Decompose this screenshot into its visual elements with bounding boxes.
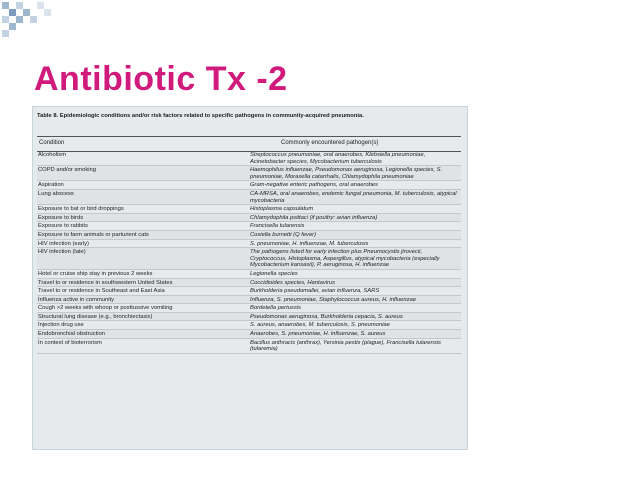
condition-cell: Travel to or residence in Southeast and East Asia: [38, 288, 165, 295]
pathogens-cell: S. aureus, anaerobes, M. tuberculosis, S. pneumoniae: [250, 322, 390, 329]
condition-cell: Endobronchial obstruction: [38, 331, 106, 338]
condition-cell: Injection drug use: [38, 322, 84, 329]
pathogens-cell: Francisella tularensis: [250, 223, 305, 230]
pathogens-cell: The pathogens listed for early infection plus Pneumocystis jirovecii, Cryptococcus, Histoplasma, Aspergillus, atypical mycobacteria (especially Mycobacterium kansasii), P. aeruginosa, H. influenzae: [250, 249, 440, 269]
pathogens-cell: Chlamydophila psittaci (if poultry: avian influenza): [250, 214, 378, 221]
table-header: [37, 136, 461, 152]
table-row: [37, 181, 461, 190]
condition-cell: Travel to or residence in southwestern United States: [38, 279, 173, 286]
table-row: [37, 330, 461, 339]
condition-cell: Structural lung disease (e.g., bronchiectasis): [38, 313, 153, 320]
pathogens-cell: Bacillus anthracis (anthrax), Yersinia pestis (plague), Francisella tularensis (tularemia): [250, 339, 441, 353]
table-row: [37, 151, 461, 166]
condition-cell: Cough >2 weeks with whoop or posttussive vomiting: [38, 305, 173, 312]
condition-cell: Exposure to birds: [38, 214, 84, 221]
pathogens-cell: Coxiella burnetti (Q fever): [250, 231, 317, 238]
pathogens-cell: Streptococcus pneumoniae, oral anaerobes, Klebsiella pneumoniae, Acinetobacter species, Mycobacterium tuberculosis: [250, 152, 426, 165]
pathogens-cell: CA-MRSA, oral anaerobes, endemic fungal pneumonia, M. tuberculosis, atypical mycobacteria: [250, 190, 457, 204]
table-row: [37, 296, 461, 305]
table-row: [37, 205, 461, 214]
pathogens-cell: Influenza, S. pneumoniae, Staphylococcus aureus, H. influenzae: [250, 296, 416, 303]
table-row: [37, 231, 461, 240]
condition-cell: HIV infection (late): [38, 249, 86, 256]
pathogens-cell: S. pneumoniae, H. influenzae, M. tuberculosis: [250, 240, 369, 247]
pathogens-cell: Gram-negative enteric pathogens, oral anaerobes: [250, 182, 378, 189]
table-row: [37, 222, 461, 231]
condition-cell: Exposure to bat or bird droppings: [38, 206, 124, 213]
condition-cell: Lung abscess: [38, 190, 74, 197]
decorative-corner-pattern: [0, 0, 70, 48]
table-caption: Table 8. Epidemiologic conditions and/or risk factors related to specific pathogens in community-acquired pneumonia.: [37, 113, 364, 119]
table-row: [37, 313, 461, 322]
slide-title: Antibiotic Tx -2: [34, 60, 288, 98]
pathogens-cell: Legionella species: [250, 270, 298, 277]
table-row: [37, 287, 461, 296]
pathogens-cell: Bordetella pertussis: [250, 305, 301, 312]
condition-cell: HIV infection (early): [38, 240, 89, 247]
pathogens-cell: Histoplasma capsulatum: [250, 206, 314, 213]
pathogens-cell: Anaerobes, S. pneumoniae, H. influenzae, S. aureus: [250, 331, 386, 338]
condition-cell: Influenza active in community: [38, 296, 115, 303]
condition-cell: Exposure to rabbits: [38, 223, 88, 230]
table-row: [37, 321, 461, 330]
condition-cell: Exposure to farm animals or parturient cats: [38, 231, 149, 238]
pathogen-table-image: [32, 106, 468, 450]
table-row: [37, 240, 461, 249]
condition-cell: Aspiration: [38, 182, 64, 189]
condition-cell: COPD and/or smoking: [38, 167, 96, 174]
table-row: [37, 190, 461, 205]
pathogens-cell: Pseudomonas aeruginosa, Burkholderia cepacia, S. aureus: [250, 313, 403, 320]
condition-cell: Hotel or cruise ship stay in previous 2 weeks: [38, 270, 153, 277]
pathogens-cell: Haemophilus influenzae, Pseudomonas aeruginosa, Legionella species, S. pneumoniae, Moraxella catarrhalis, Chlamydophila pneumoniae: [250, 167, 443, 180]
table-row: [37, 270, 461, 279]
condition-cell: Alcoholism: [38, 152, 67, 158]
header-pathogens: Commonly encountered pathogen(s): [281, 140, 379, 146]
table-row: [37, 214, 461, 223]
table-row: [37, 339, 461, 354]
table-row: [37, 248, 461, 270]
table-row: [37, 304, 461, 313]
condition-cell: In context of bioterrorism: [38, 339, 102, 346]
table-row: [37, 166, 461, 181]
header-condition: Condition: [39, 140, 65, 146]
pathogens-cell: Burkholderia pseudomallei, avian influenza, SARS: [250, 288, 380, 295]
table-row: [37, 279, 461, 288]
pathogens-cell: Coccidioides species, Hantavirus: [250, 279, 336, 286]
table-body: [37, 151, 461, 354]
